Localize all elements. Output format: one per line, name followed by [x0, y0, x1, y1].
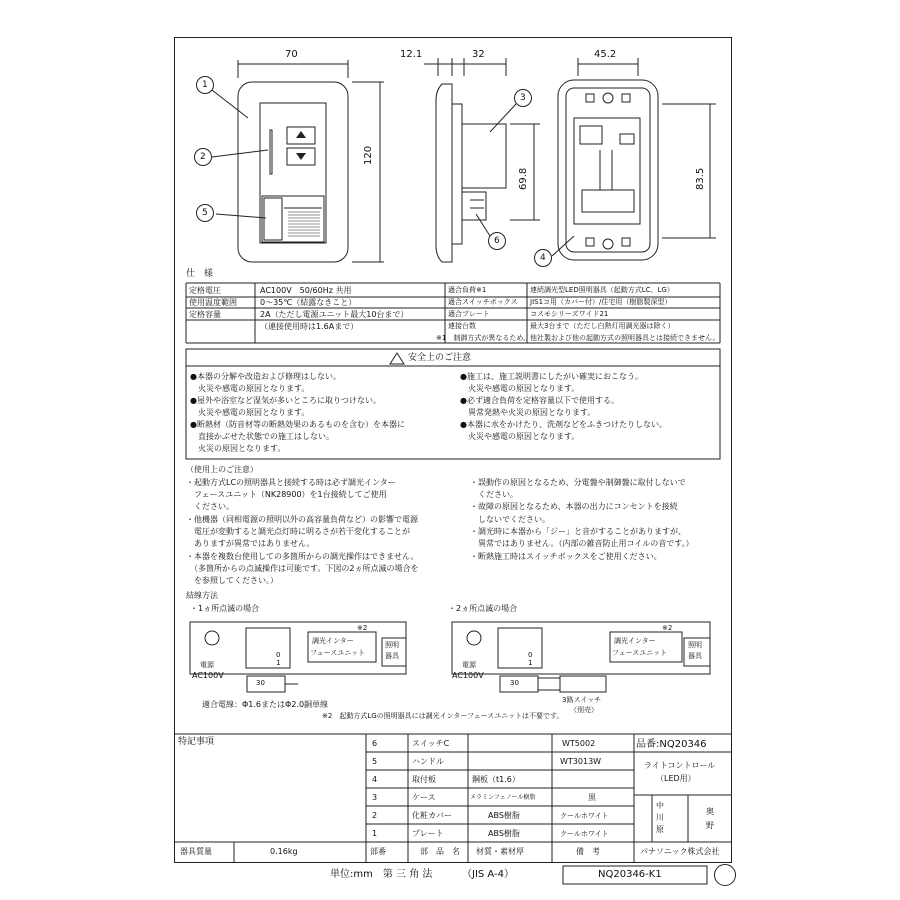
part-note: WT3013W: [560, 757, 602, 766]
usage-right-line: 異常ではありません。（内部の雑音防止用コイルの音です。）: [470, 539, 694, 548]
spec-left-label: 定格電圧: [189, 286, 221, 295]
wiring-3way: 3路スイッチ: [562, 696, 602, 704]
wiring-unit-label: フェースユニット: [310, 649, 366, 657]
product-no: 品番:NQ20346: [636, 739, 707, 750]
signature-name: 奥: [706, 807, 714, 816]
spec-right-value: JIS1コ用（カバー付）/住宅用（樹脂製深型）: [530, 298, 672, 306]
usage-left-line: 電圧が変動すると調光点灯時に明るさが若干変化することが: [186, 527, 410, 536]
part-material: メラミンフェノール樹脂: [470, 794, 536, 801]
wiring-fixture: 照明: [688, 641, 702, 649]
usage-left-line: ・他機器（同相電源の照明以外の高容量負荷など）の影響で電源: [186, 515, 418, 524]
safety-right-line: 火災や感電の原因となります。: [460, 432, 580, 441]
spec-right-value: 連続調光型LED照明器具（起動方式LC、LG）: [530, 286, 674, 294]
spec-left-value: 2A（ただし電源ユニット最大10台まで）: [260, 310, 409, 319]
callout-6: 6: [494, 236, 500, 246]
side-body: [462, 124, 506, 188]
usage-left-line: ・起動方式LCの照明器具と接続する時は必ず調光インター: [186, 478, 396, 487]
callout-3: 3: [520, 93, 526, 103]
safety-right-line: ●施工は、施工説明書にしたがい確実におこなう。: [460, 372, 643, 381]
header-part: 部 品 名: [420, 847, 460, 856]
revision-circle: [714, 864, 736, 886]
back-outline: [558, 80, 658, 260]
wiring-unit-label: フェースユニット: [612, 649, 668, 657]
dim-side-height: 69.8: [518, 167, 529, 190]
wiring-terminal: 0: [276, 651, 281, 659]
safety-title: 安全上のご注意: [408, 353, 472, 363]
usage-left-line: を参照してください。）: [186, 576, 278, 585]
signature-name: 原: [656, 825, 664, 834]
part-name: 化粧カバー: [412, 811, 452, 820]
part-note: WT5002: [562, 739, 596, 748]
jis-label: （JIS A-4）: [462, 869, 515, 880]
part-material: 鋼板（t1.6）: [472, 775, 520, 784]
front-plate-outline: [238, 82, 348, 262]
safety-left-line: 火災や感電の原因となります。: [190, 384, 310, 393]
callout-5: 5: [202, 208, 208, 218]
wiring-note2: ※2: [357, 624, 368, 632]
dim-side-depth2: 32: [472, 49, 485, 60]
wiring-unit-label: 調光インター: [312, 637, 354, 645]
front-knob-area: [262, 196, 324, 242]
part-no: 4: [372, 775, 378, 784]
part-name: スイッチC: [412, 739, 450, 748]
part-no: 1: [372, 829, 378, 838]
usage-left-line: ください。: [186, 502, 234, 511]
part-no: 3: [372, 793, 378, 802]
safety-left-line: ●断熱材（防音材等の断熱効果のあるものを含む）を本器に: [190, 420, 405, 429]
wiring-fixture: 照明: [385, 641, 399, 649]
wiring-fixture: 器具: [385, 652, 399, 660]
header-no: 部番: [370, 847, 386, 856]
wiring-terminal: 0: [528, 651, 533, 659]
wiring-two-place: ・2ヵ所点滅の場合: [448, 604, 518, 613]
part-name: 取付板: [412, 775, 436, 784]
part-no: 5: [372, 757, 378, 766]
units-label: 単位:mm 第 三 角 法: [330, 869, 433, 880]
wiring-3way-note: （別売）: [570, 706, 598, 714]
part-note: 黒: [588, 793, 596, 802]
safety-right-line: 火災や感電の原因となります。: [460, 384, 580, 393]
usage-right-line: ・断熱施工時はスイッチボックスをご使用ください。: [470, 552, 662, 561]
usage-left-line: （多箇所からの点滅操作は可能です。下図の2ヵ所点滅の場合を: [186, 564, 419, 573]
dim-back-width: 45.2: [594, 49, 617, 60]
header-note: 備 考: [576, 847, 600, 856]
product-name: ライトコントロール: [644, 761, 716, 770]
wiring-power: 電源: [462, 661, 476, 669]
safety-right-line: 異常発熱や火災の原因となります。: [460, 408, 596, 417]
spec-left-label: 使用温度範囲: [189, 298, 237, 307]
usage-right-line: ください。: [470, 490, 518, 499]
wiring-voltage: AC100V: [192, 671, 224, 680]
usage-left-line: ありますが異常ではありません。: [186, 539, 315, 548]
spec-left-value: 0～35℃（結露なきこと）: [260, 298, 357, 307]
usage-left-line: フェースユニット（NK28900）を1台接続してご使用: [186, 490, 387, 499]
part-no: 6: [372, 739, 378, 748]
spec-right-label: 適合プレート: [448, 310, 490, 318]
part-name: プレート: [412, 829, 444, 838]
usage-left-line: ・本器を複数台使用しての多箇所からの調光操作はできません。: [186, 552, 419, 561]
spec-left-value: （連接使用時は1.6Aまで）: [260, 322, 359, 331]
spec-heading: 仕 様: [186, 269, 214, 279]
spec-right-value: 最大3台まで（ただし白熱灯用調光器は除く）: [530, 322, 675, 330]
spec-right-label: 適合負荷※1: [448, 286, 487, 294]
signature-name: 野: [706, 821, 714, 830]
spec-left-label: 定格容量: [189, 310, 221, 319]
wiring-terminal: 1: [528, 659, 533, 667]
wiring-voltage: AC100V: [452, 671, 484, 680]
spec-left-value: AC100V 50/60Hz 共用: [260, 286, 352, 295]
wiring-terminal: 1: [276, 659, 281, 667]
part-name: ハンドル: [412, 757, 444, 766]
wiring-note-bottom: ※2 起動方式LGの照明器具には調光インターフェースユニットは不要です。: [322, 712, 564, 720]
dim-back-height: 83.5: [695, 167, 706, 190]
part-note: クールホワイト: [560, 830, 609, 838]
dim-side-depth1: 12.1: [400, 49, 423, 60]
callout-2: 2: [200, 152, 206, 162]
spec-right-label: 連接台数: [448, 322, 476, 330]
safety-left-line: 火災の原因となります。: [190, 444, 286, 453]
callout-1: 1: [202, 80, 208, 90]
part-material: ABS樹脂: [488, 811, 520, 820]
header-material: 材質・素材厚: [476, 847, 524, 856]
safety-left-line: ●屋外や浴室など湿気が多いところに取りつけない。: [190, 396, 381, 405]
safety-right-line: ●必ず適合負荷を定格容量以下で使用する。: [460, 396, 619, 405]
wiring-title: 結線方法: [186, 591, 218, 600]
dim-front-height: 120: [363, 145, 374, 165]
usage-title: （使用上のご注意）: [186, 465, 258, 474]
usage-right-line: ・誤動作の原因となるため、分電盤や制御盤に取付しないで: [470, 478, 686, 487]
special-label: 特記事項: [178, 737, 215, 747]
dim-front-width: 70: [285, 49, 298, 60]
part-no: 2: [372, 811, 378, 820]
drawing-number: NQ20346-K1: [598, 869, 662, 880]
callout-4: 4: [540, 253, 546, 263]
wiring-one-place: ・1ヵ所点滅の場合: [190, 604, 260, 613]
wiring-fixture: 器具: [688, 652, 702, 660]
safety-left-line: 火災や感電の原因となります。: [190, 408, 310, 417]
wiring-note2: ※2: [662, 624, 673, 632]
part-note: クールホワイト: [560, 812, 609, 820]
usage-right-line: ・調光時に本器から「ジー」と音がすることがありますが、: [470, 527, 686, 536]
wiring-terminal: 30: [510, 679, 519, 687]
safety-right-line: ●本器に水をかけたり、洗剤などをふきつけたりしない。: [460, 420, 667, 429]
company-name: パナソニック株式会社: [640, 847, 720, 856]
front-indicator-bar: [270, 130, 272, 174]
weight-value: 0.16kg: [270, 847, 298, 856]
spec-footnote: ※1 制御方式が異なるため、他社製および他の起動方式の照明器具とは接続できません。: [436, 334, 720, 342]
wiring-power: 電源: [200, 661, 214, 669]
spec-right-value: コスモシリーズワイド21: [530, 310, 609, 318]
usage-right-line: ・故障の原因となるため、本器の出力にコンセントを接続: [470, 502, 678, 511]
safety-left-line: ●本器の分解や改造および修理はしない。: [190, 372, 341, 381]
signature-name: 川: [656, 813, 664, 822]
signature-name: 中: [656, 801, 664, 810]
side-plate: [436, 84, 452, 262]
safety-left-line: 直接かぶせた状態での施工はしない。: [190, 432, 334, 441]
part-material: ABS樹脂: [488, 829, 520, 838]
wiring-wire-spec: 適合電線：Φ1.6またはΦ2.0銅単線: [202, 700, 329, 709]
wiring-unit-label: 調光インター: [614, 637, 656, 645]
part-name: ケース: [412, 793, 436, 802]
weight-label: 器具質量: [180, 847, 212, 856]
wiring-terminal: 30: [256, 679, 265, 687]
spec-right-label: 適合スイッチボックス: [448, 298, 518, 306]
product-name-sub: （LED用）: [656, 774, 696, 783]
usage-right-line: しないでください。: [470, 515, 550, 524]
